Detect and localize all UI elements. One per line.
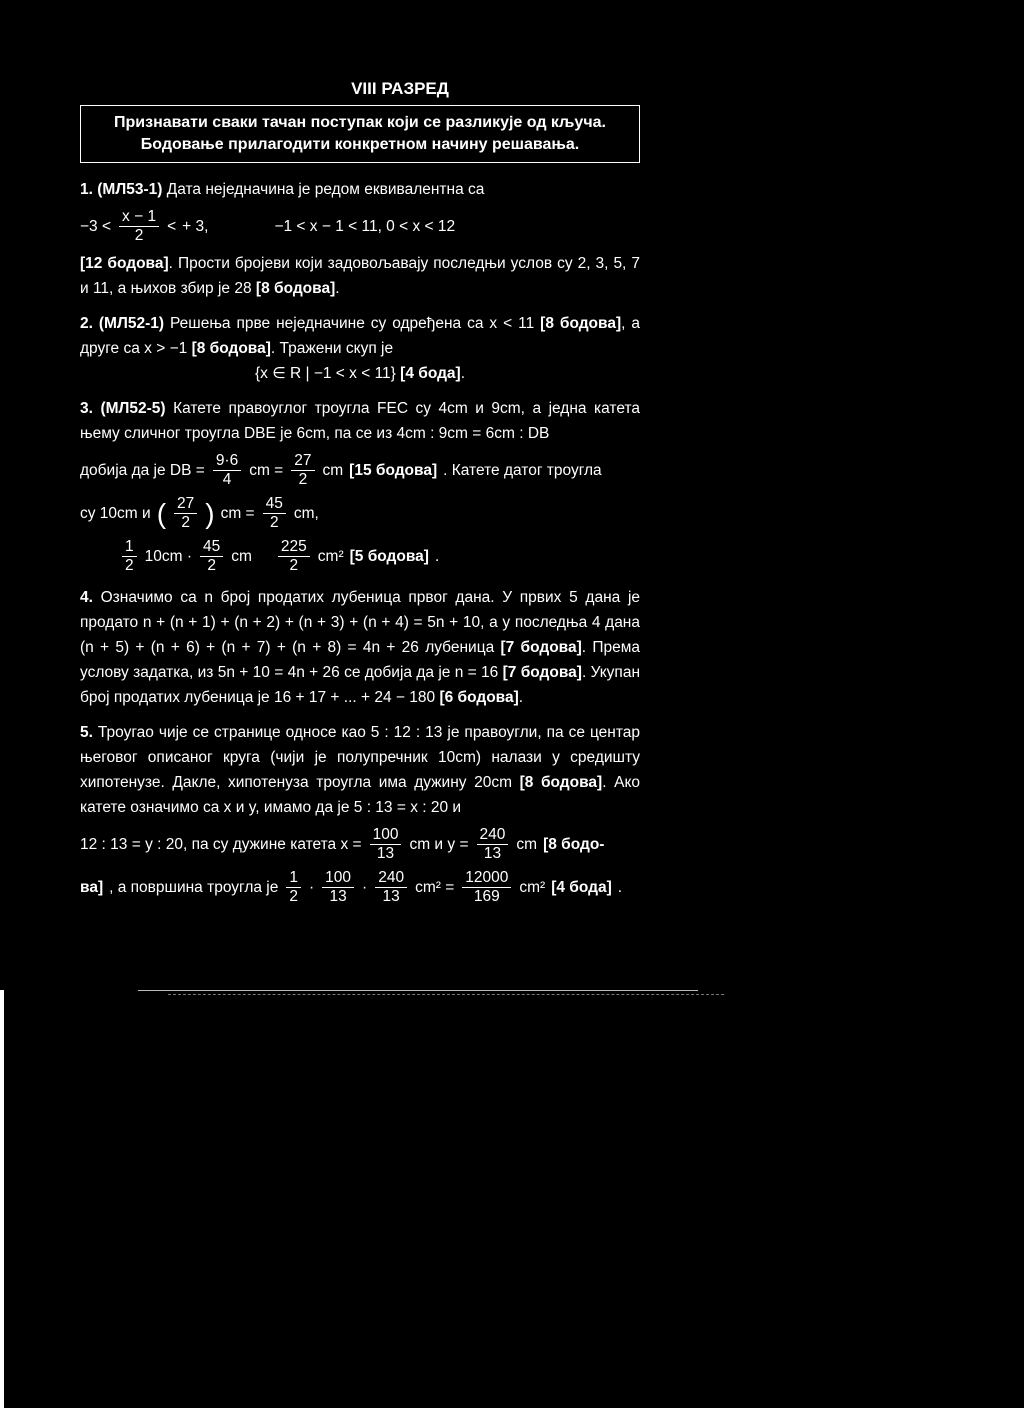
solution-text: добија да је DB = — [80, 462, 205, 479]
solution-text: . Укупан број продатих лубеница је 16 + 17 + ... + 24 − 180 — [80, 664, 641, 706]
triangle-area-equation: ва] , а површина троугла је $\frac{1}{2}$ · $\frac{100}{13}$ · $\frac{240}{13}$ cm² = $\frac{12000}{169}$ cm² [4 бода] . — [80, 869, 623, 905]
fraction — [291, 452, 314, 489]
points: [8 бодо- — [543, 836, 605, 853]
solution-1 — [80, 177, 640, 301]
denominator: 2 — [134, 227, 144, 244]
denominator: 2 — [289, 888, 298, 905]
solution-text: 12 : 13 = y : 20, па су дужине катета x = — [80, 836, 362, 853]
fraction — [477, 826, 509, 863]
period: . — [617, 879, 623, 896]
grade-title: VIII РАЗРЕД — [351, 79, 449, 98]
points: [15 бодова] — [349, 462, 438, 479]
equals: cm = — [249, 462, 284, 479]
denominator: 2 — [207, 557, 216, 574]
numerator: 45 — [263, 495, 286, 514]
denominator: 2 — [125, 557, 134, 574]
solution-text: . Ако катете означимо са x и y, имамо да је 5 : 13 = x : 20 и — [80, 774, 641, 816]
unit: cm — [231, 548, 252, 565]
area-equation — [120, 538, 640, 575]
solution-2 — [80, 311, 640, 386]
solution-text: . Тражени скуп је — [270, 340, 394, 357]
unit: cm² = — [415, 879, 455, 896]
problem-code: (МЛ52-5) — [100, 400, 166, 417]
solution-text: . Прости бројеви који задовољавају последњи услов су 2, 3, 5, 7 и 11, а њихов збир је 28 — [80, 255, 640, 297]
unit: cm, — [293, 505, 319, 522]
solution-text: Катете правоуглог троугла FEC су 4cm и 9cm, а једна катета њему сличног троугла DBE је 6cm, па се из 4cm : 9cm = 6cm : DB — [80, 400, 641, 442]
points: [8 бодова] — [519, 774, 603, 791]
unit: cm² — [317, 548, 344, 565]
fraction — [462, 869, 511, 906]
footer-rule-dashed — [168, 994, 724, 995]
numerator: 45 — [200, 538, 223, 557]
fraction — [174, 495, 197, 532]
denominator: 4 — [222, 471, 232, 488]
solution-text: Дата неједначина је редом еквивалентна са — [166, 181, 485, 198]
period: . — [518, 689, 524, 706]
solution-text: Решења прве неједначине су одређена са x < 11 — [169, 315, 541, 332]
solution-set — [80, 361, 640, 386]
ineq-tail: −1 < x − 1 < 11, 0 < x < 12 — [274, 218, 456, 235]
points: [8 бодова] — [540, 315, 622, 332]
points: ва] — [80, 879, 104, 896]
fraction — [286, 869, 301, 906]
points: [7 бодова] — [502, 664, 582, 681]
numerator: 240 — [375, 869, 407, 888]
solution-text: Троугао чије се странице односе као 5 : 12 : 13 је правоугли, па се центар његовог описаног круга (чији је полупречник 10cm) налази у средишту хипотенузе. Дакле, хипотенуза троугла има дужину 20cm — [80, 724, 640, 791]
numerator: 27 — [291, 452, 314, 471]
solution-text: . Према услову задатка, из 5n + 10 = 4n + 26 се добија да је n = 16 — [80, 639, 640, 681]
points: [4 бода] — [400, 365, 461, 382]
solution-text: Означимо са n број продатих лубеница првог дана. У првих 5 дана је продато n + (n + 1) + (n + 2) + (n + 3) + (n + 4) = 5n + 10, а у последња 4 дана (n + 5) + (n + 6) + (n + 7) + (n + 8) = 4n + 26 лубеница — [80, 589, 641, 656]
points: [8 бодова] — [255, 280, 336, 297]
points: [12 бодова] — [80, 255, 169, 272]
solution-4 — [80, 585, 640, 710]
set-notation: {x ∈ R | −1 < x < 11} — [254, 365, 396, 382]
fraction — [200, 538, 223, 575]
numerator: 12000 — [462, 869, 511, 888]
numerator: 1 — [286, 869, 301, 888]
leg-equation — [80, 495, 640, 532]
numerator: 9·6 — [213, 452, 241, 471]
unit: cm² — [519, 879, 546, 896]
fraction — [122, 538, 137, 575]
period: . — [335, 280, 340, 297]
denominator: 13 — [376, 845, 395, 862]
solution-text: , а друге са x > −1 — [80, 315, 641, 357]
problem-code: (МЛ53-1) — [97, 181, 163, 198]
denominator: 13 — [329, 888, 347, 905]
fraction — [370, 826, 402, 863]
fraction — [375, 869, 407, 906]
area-term: 10cm · — [144, 548, 192, 565]
unit: cm — [322, 462, 344, 479]
denominator: 13 — [483, 845, 502, 862]
problem-number: 2. — [80, 315, 93, 332]
points: [4 бода] — [551, 879, 612, 896]
solution-text: , а површина троугла је — [109, 879, 279, 896]
numerator: 27 — [174, 495, 197, 514]
scan-edge-bar — [0, 990, 4, 1408]
denominator: 2 — [269, 514, 279, 531]
problem-number: 5. — [80, 724, 93, 741]
solution-text: . Катете датог троугла — [443, 462, 602, 479]
points: [8 бодова] — [191, 340, 271, 357]
numerator: 1 — [122, 538, 137, 557]
fraction — [213, 452, 241, 489]
paren: ( — [156, 497, 167, 529]
db-equation — [80, 452, 640, 489]
numerator: 100 — [370, 826, 402, 845]
points: [7 бодова] — [500, 639, 582, 656]
denominator: 2 — [298, 471, 308, 488]
solutions-page — [80, 76, 640, 916]
period: . — [460, 365, 466, 382]
notice-line-2: Бодовање прилагодити конкретном начину решавања. — [140, 136, 580, 153]
denominator: 2 — [181, 514, 190, 531]
problem-number: 1. — [80, 181, 93, 198]
problem-number: 4. — [80, 589, 93, 606]
points: [6 бодова] — [439, 689, 519, 706]
solution-text: су 10cm и — [80, 505, 151, 522]
numerator: x − 1 — [119, 208, 159, 227]
denominator: 169 — [473, 888, 500, 905]
footer-rule — [138, 990, 698, 991]
problem-code: (МЛ52-1) — [98, 315, 165, 332]
ineq-mid: < — [167, 218, 177, 235]
problem-number: 3. — [80, 400, 93, 417]
ineq-right: + 3, — [182, 218, 209, 235]
period: . — [434, 548, 440, 565]
numerator: 100 — [322, 869, 354, 888]
fraction — [263, 495, 286, 532]
equals: cm = — [220, 505, 255, 522]
numerator: 225 — [278, 538, 310, 557]
fraction — [322, 869, 354, 906]
points: [5 бодова] — [349, 548, 429, 565]
denominator: 2 — [289, 557, 299, 574]
grading-notice — [80, 105, 640, 163]
ineq-left: −3 < — [80, 218, 112, 235]
denominator: 13 — [382, 888, 400, 905]
paren: ) — [205, 497, 215, 529]
solution-text: cm и y = — [409, 836, 469, 853]
notice-line-1: Признавати сваки тачан поступак који се разликује од кључа. — [114, 114, 606, 131]
fraction — [119, 208, 159, 245]
fraction — [278, 538, 310, 575]
unit: cm — [516, 836, 538, 853]
inequality-chain — [80, 208, 640, 245]
numerator: 240 — [477, 826, 509, 845]
legs-equation — [80, 826, 640, 863]
solution-5 — [80, 720, 640, 906]
solution-3 — [80, 396, 640, 575]
